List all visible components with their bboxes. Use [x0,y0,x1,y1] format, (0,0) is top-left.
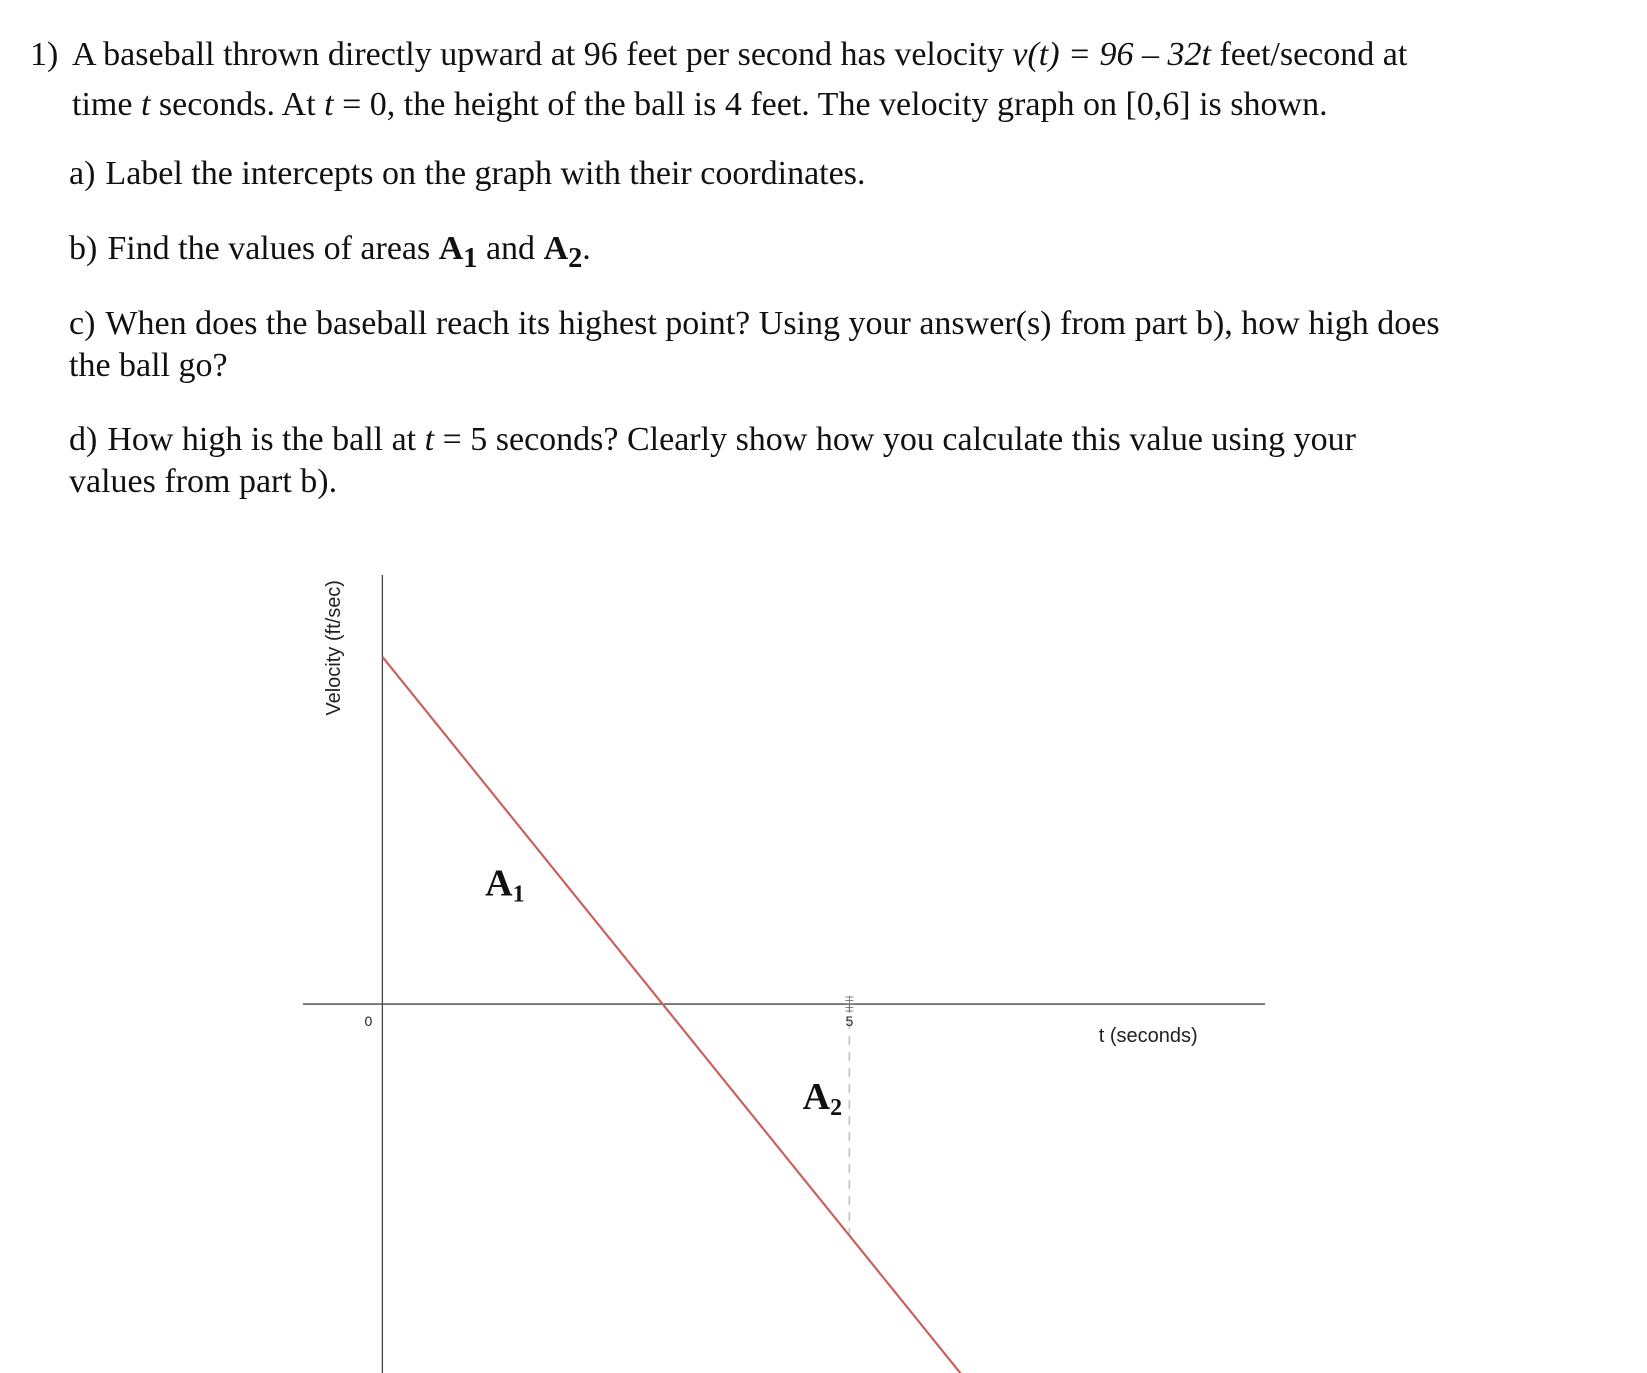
time-variable-2: t [324,86,334,123]
question-text-1b: feet/second at [1210,36,1408,73]
part-d-time-var: t [424,421,435,458]
part-b-text-c: . [582,230,591,267]
region-label-a1: A1 [485,862,525,908]
x-axis-label: t (seconds) [1098,1025,1198,1048]
part-b-text-b: and [477,230,544,267]
time-variable: t [140,86,151,123]
question-text-1a: A baseball thrown directly upward at 96 feet per second has velocity [72,36,1013,73]
question-text-2a: time [72,86,141,123]
part-c-label: c) [69,305,96,342]
part-c-text-2: the ball go? [69,347,228,384]
question-line-1 [30,30,1630,80]
question-line-2 [30,80,1630,130]
question-text-2c: = 0, the height of the ball is 4 feet. The velocity graph on [0,6] is shown. [333,86,1328,123]
part-b-text-a: Find the values of areas [107,230,439,267]
part-c-text-1: When does the baseball reach its highest point? Using your answer(s) from part b), how high does [105,305,1440,342]
question-number: 1) [30,36,59,73]
part-b-label: b) [69,230,98,267]
part-d-label: d) [69,421,98,458]
part-d-text-a: How high is the ball at [107,421,425,458]
area-a1: $A_1$ [438,230,478,274]
x-tick-label-5: 5 [845,1013,854,1030]
part-c [69,303,1609,387]
velocity-chart [0,540,1647,1373]
question-text-2b: seconds. At [150,86,325,123]
part-a-label: a) [69,155,96,192]
part-a [69,153,1609,195]
part-a-text: Label the intercepts on the graph with their coordinates. [105,155,866,192]
region-label-a2: A2 [802,1075,843,1121]
velocity-graph [0,540,1647,1373]
part-d [69,419,1609,503]
part-b [69,228,1609,280]
y-axis-label: Velocity (ft/sec) [323,580,345,716]
area-a2: $A_2$ [543,230,583,274]
part-d-text-2: values from part b). [69,463,338,500]
velocity-line [382,657,965,1373]
part-d-text-b: = 5 seconds? Clearly show how you calculate this value using your [434,421,1356,458]
origin-label: 0 [364,1013,373,1030]
question-1 [30,30,1630,130]
velocity-function: v(t) = 96 – 32t [1012,36,1211,73]
